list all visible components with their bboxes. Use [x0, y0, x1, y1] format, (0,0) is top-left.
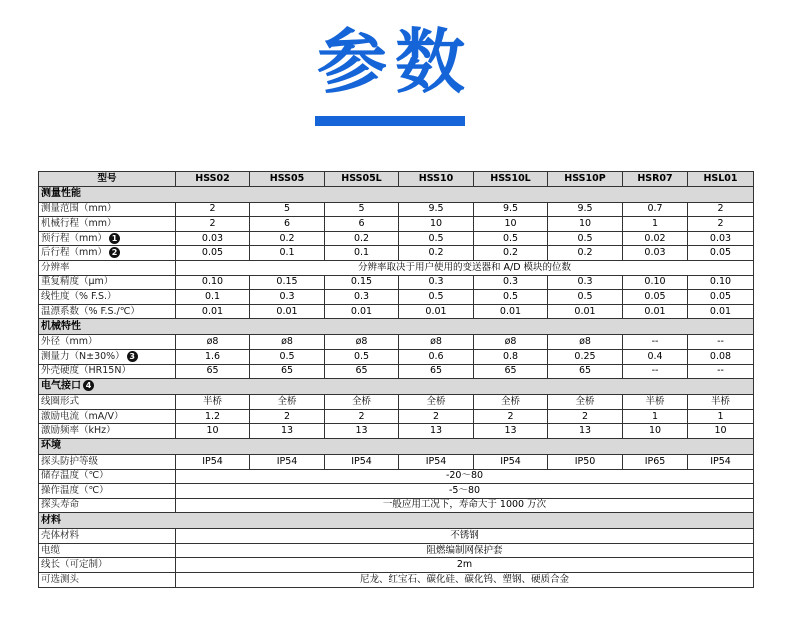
- section-title: [39, 438, 754, 454]
- value-cell: 13: [548, 424, 623, 439]
- section-name: 电气接口: [41, 380, 81, 392]
- section-header-row: [39, 186, 754, 202]
- merged-value-cell: 尼龙、红宝石、碳化硅、碳化钨、塑钢、硬质合金: [176, 573, 754, 588]
- value-cell: --: [688, 335, 754, 350]
- value-cell: 0.01: [399, 304, 474, 319]
- value-cell: 13: [250, 424, 325, 439]
- row-label-text: 预行程（mm）: [41, 232, 108, 244]
- table-row: [39, 484, 754, 499]
- value-cell: 65: [250, 364, 325, 379]
- value-cell: 0.3: [548, 275, 623, 290]
- value-cell: 0.10: [176, 275, 250, 290]
- value-cell: --: [623, 364, 688, 379]
- table-row: [39, 395, 754, 410]
- table-row: [39, 260, 754, 275]
- merged-value-cell: 一般应用工况下，寿命大于 1000 万次: [176, 498, 754, 513]
- value-cell: ø8: [399, 335, 474, 350]
- value-cell: 10: [399, 217, 474, 232]
- value-cell: 全桥: [250, 395, 325, 410]
- value-cell: 65: [176, 364, 250, 379]
- row-label: [39, 573, 176, 588]
- value-cell: IP54: [250, 454, 325, 469]
- value-cell: 0.01: [548, 304, 623, 319]
- model-header-cell: HSR07: [623, 172, 688, 187]
- model-header-cell: HSS10P: [548, 172, 623, 187]
- row-label: [39, 529, 176, 544]
- value-cell: 0.5: [474, 290, 548, 305]
- value-cell: 0.01: [176, 304, 250, 319]
- value-cell: 5: [325, 202, 399, 217]
- value-cell: 9.5: [399, 202, 474, 217]
- row-label: [39, 275, 176, 290]
- section-title: [39, 186, 754, 202]
- note-marker: 1: [109, 233, 120, 244]
- table-row: [39, 290, 754, 305]
- value-cell: 0.01: [688, 304, 754, 319]
- value-cell: 0.6: [399, 349, 474, 364]
- value-cell: 2: [688, 202, 754, 217]
- row-label-text: 线圈形式: [41, 395, 80, 407]
- value-cell: 1.6: [176, 349, 250, 364]
- row-label-text: 后行程（mm）: [41, 247, 108, 259]
- row-label-text: 电缆: [41, 544, 61, 556]
- row-label: [39, 364, 176, 379]
- row-label-text: 分辨率: [41, 261, 70, 273]
- section-title: [39, 319, 754, 335]
- value-cell: 65: [548, 364, 623, 379]
- value-cell: ø8: [474, 335, 548, 350]
- row-label: [39, 202, 176, 217]
- value-cell: 1.2: [176, 409, 250, 424]
- value-cell: 10: [474, 217, 548, 232]
- value-cell: ø8: [250, 335, 325, 350]
- row-label-text: 线长（可定制）: [41, 559, 108, 571]
- row-label: [39, 424, 176, 439]
- model-header-cell: HSS10L: [474, 172, 548, 187]
- row-label: [39, 484, 176, 499]
- value-cell: 0.10: [688, 275, 754, 290]
- value-cell: ø8: [176, 335, 250, 350]
- value-cell: 0.3: [250, 290, 325, 305]
- value-cell: 0.1: [176, 290, 250, 305]
- merged-value-cell: 不锈钢: [176, 529, 754, 544]
- row-label-text: 测量范围（mm）: [41, 203, 117, 215]
- table-row: [39, 424, 754, 439]
- section-title: [39, 379, 754, 395]
- note-marker: 2: [109, 247, 120, 258]
- value-cell: ø8: [548, 335, 623, 350]
- row-label: [39, 454, 176, 469]
- value-cell: 0.5: [399, 231, 474, 246]
- value-cell: ø8: [325, 335, 399, 350]
- value-cell: 0.01: [325, 304, 399, 319]
- value-cell: 2: [176, 217, 250, 232]
- value-cell: 全桥: [325, 395, 399, 410]
- value-cell: 13: [474, 424, 548, 439]
- row-label-text: 壳体材料: [41, 530, 80, 542]
- value-cell: 9.5: [474, 202, 548, 217]
- value-cell: 2: [176, 202, 250, 217]
- row-label-text: 探头防护等级: [41, 455, 99, 467]
- row-label: [39, 246, 176, 261]
- row-label-text: 线性度（% F.S.）: [41, 290, 117, 302]
- value-cell: 0.5: [474, 231, 548, 246]
- value-cell: 半桥: [623, 395, 688, 410]
- row-label-text: 外壳硬度（HR15N）: [41, 365, 131, 377]
- value-cell: IP54: [176, 454, 250, 469]
- value-cell: 全桥: [548, 395, 623, 410]
- row-label: [39, 543, 176, 558]
- value-cell: 0.3: [474, 275, 548, 290]
- value-cell: 0.7: [623, 202, 688, 217]
- row-label: [39, 395, 176, 410]
- value-cell: 0.3: [399, 275, 474, 290]
- value-cell: 10: [623, 424, 688, 439]
- value-cell: 2: [325, 409, 399, 424]
- value-cell: 0.15: [250, 275, 325, 290]
- value-cell: 0.03: [688, 231, 754, 246]
- value-cell: 0.5: [325, 349, 399, 364]
- spec-table: [38, 171, 754, 588]
- note-marker: 4: [83, 380, 94, 391]
- value-cell: 0.03: [623, 246, 688, 261]
- value-cell: 0.01: [474, 304, 548, 319]
- value-cell: 0.5: [548, 231, 623, 246]
- value-cell: IP50: [548, 454, 623, 469]
- table-header-row: [39, 172, 754, 187]
- model-header-cell: HSS10: [399, 172, 474, 187]
- table-row: [39, 454, 754, 469]
- value-cell: IP54: [474, 454, 548, 469]
- table-row: [39, 543, 754, 558]
- row-label: [39, 558, 176, 573]
- row-label-text: 机械行程（mm）: [41, 217, 117, 229]
- row-label-text: 激励电流（mA/V）: [41, 410, 124, 422]
- value-cell: 0.5: [548, 290, 623, 305]
- merged-value-cell: 2m: [176, 558, 754, 573]
- value-cell: 6: [325, 217, 399, 232]
- table-row: [39, 364, 754, 379]
- row-label-text: 操作温度（℃）: [41, 484, 109, 496]
- value-cell: IP54: [399, 454, 474, 469]
- row-label: [39, 290, 176, 305]
- row-label: [39, 260, 176, 275]
- value-cell: 0.2: [474, 246, 548, 261]
- value-cell: 1: [623, 217, 688, 232]
- section-name: 机械特性: [41, 320, 81, 332]
- value-cell: 0.01: [250, 304, 325, 319]
- value-cell: 0.25: [548, 349, 623, 364]
- value-cell: 2: [474, 409, 548, 424]
- value-cell: --: [688, 364, 754, 379]
- value-cell: 0.1: [325, 246, 399, 261]
- row-label: [39, 498, 176, 513]
- value-cell: --: [623, 335, 688, 350]
- section-name: 环境: [41, 440, 61, 452]
- model-header-cell: HSS05: [250, 172, 325, 187]
- row-label-text: 激励频率（kHz）: [41, 425, 116, 437]
- value-cell: 10: [548, 217, 623, 232]
- value-cell: 0.15: [325, 275, 399, 290]
- value-cell: 2: [688, 217, 754, 232]
- merged-value-cell: -20～80: [176, 469, 754, 484]
- row-label-text: 储存温度（℃）: [41, 470, 109, 482]
- section-title: [39, 513, 754, 529]
- table-row: [39, 275, 754, 290]
- value-cell: 0.08: [688, 349, 754, 364]
- merged-value-cell: -5～80: [176, 484, 754, 499]
- table-row: [39, 231, 754, 246]
- value-cell: 半桥: [176, 395, 250, 410]
- table-row: [39, 202, 754, 217]
- model-header-cell: HSL01: [688, 172, 754, 187]
- value-cell: 0.05: [688, 290, 754, 305]
- value-cell: 2: [399, 409, 474, 424]
- value-cell: 10: [176, 424, 250, 439]
- value-cell: 0.8: [474, 349, 548, 364]
- value-cell: 10: [688, 424, 754, 439]
- value-cell: 0.02: [623, 231, 688, 246]
- section-header-row: [39, 319, 754, 335]
- section-name: 测量性能: [41, 188, 81, 200]
- row-label-text: 外径（mm）: [41, 336, 98, 348]
- table-row: [39, 573, 754, 588]
- value-cell: IP54: [688, 454, 754, 469]
- value-cell: IP65: [623, 454, 688, 469]
- table-row: [39, 558, 754, 573]
- value-cell: 全桥: [399, 395, 474, 410]
- row-label-text: 温漂系数（% F.S./℃）: [41, 305, 140, 317]
- section-header-row: [39, 438, 754, 454]
- row-label-text: 重复精度（µm）: [41, 276, 114, 288]
- table-row: [39, 409, 754, 424]
- value-cell: 0.03: [176, 231, 250, 246]
- model-header-cell: HSS05L: [325, 172, 399, 187]
- value-cell: 0.2: [325, 231, 399, 246]
- value-cell: 65: [399, 364, 474, 379]
- section-header-row: [39, 513, 754, 529]
- table-row: [39, 217, 754, 232]
- value-cell: 0.5: [250, 349, 325, 364]
- value-cell: 0.2: [250, 231, 325, 246]
- value-cell: 65: [325, 364, 399, 379]
- value-cell: 0.01: [623, 304, 688, 319]
- row-label: [39, 304, 176, 319]
- row-label: [39, 335, 176, 350]
- value-cell: 1: [688, 409, 754, 424]
- value-cell: 0.05: [623, 290, 688, 305]
- value-cell: 2: [250, 409, 325, 424]
- title-underline: [315, 116, 465, 126]
- page-title: 参数: [317, 21, 473, 103]
- merged-value-cell: 阻燃编制网保护套: [176, 543, 754, 558]
- value-cell: 0.4: [623, 349, 688, 364]
- row-label: [39, 409, 176, 424]
- model-header-cell: HSS02: [176, 172, 250, 187]
- value-cell: 0.05: [176, 246, 250, 261]
- value-cell: 全桥: [474, 395, 548, 410]
- value-cell: 0.3: [325, 290, 399, 305]
- row-label: [39, 231, 176, 246]
- row-label-text: 探头寿命: [41, 499, 80, 511]
- row-label: [39, 469, 176, 484]
- value-cell: 2: [548, 409, 623, 424]
- value-cell: 0.2: [399, 246, 474, 261]
- value-cell: 9.5: [548, 202, 623, 217]
- table-row: [39, 529, 754, 544]
- value-cell: 13: [325, 424, 399, 439]
- value-cell: 0.5: [399, 290, 474, 305]
- merged-value-cell: 分辨率取决于用户使用的变送器和 A/D 模块的位数: [176, 260, 754, 275]
- table-row: [39, 335, 754, 350]
- table-row: [39, 304, 754, 319]
- value-cell: 0.1: [250, 246, 325, 261]
- value-cell: 1: [623, 409, 688, 424]
- row-label: [39, 217, 176, 232]
- value-cell: 0.2: [548, 246, 623, 261]
- table-row: [39, 469, 754, 484]
- value-cell: 0.05: [688, 246, 754, 261]
- value-cell: 13: [399, 424, 474, 439]
- value-cell: 65: [474, 364, 548, 379]
- note-marker: 3: [127, 351, 138, 362]
- row-label-text: 测量力（N±30%）: [41, 350, 125, 362]
- value-cell: 半桥: [688, 395, 754, 410]
- table-row: [39, 246, 754, 261]
- table-row: [39, 498, 754, 513]
- section-header-row: [39, 379, 754, 395]
- table-row: [39, 349, 754, 364]
- value-cell: IP54: [325, 454, 399, 469]
- value-cell: 6: [250, 217, 325, 232]
- row-label: [39, 349, 176, 364]
- section-name: 材料: [41, 514, 61, 526]
- value-cell: 5: [250, 202, 325, 217]
- model-header-label: 型号: [39, 172, 176, 187]
- value-cell: 0.10: [623, 275, 688, 290]
- row-label-text: 可选测头: [41, 573, 80, 585]
